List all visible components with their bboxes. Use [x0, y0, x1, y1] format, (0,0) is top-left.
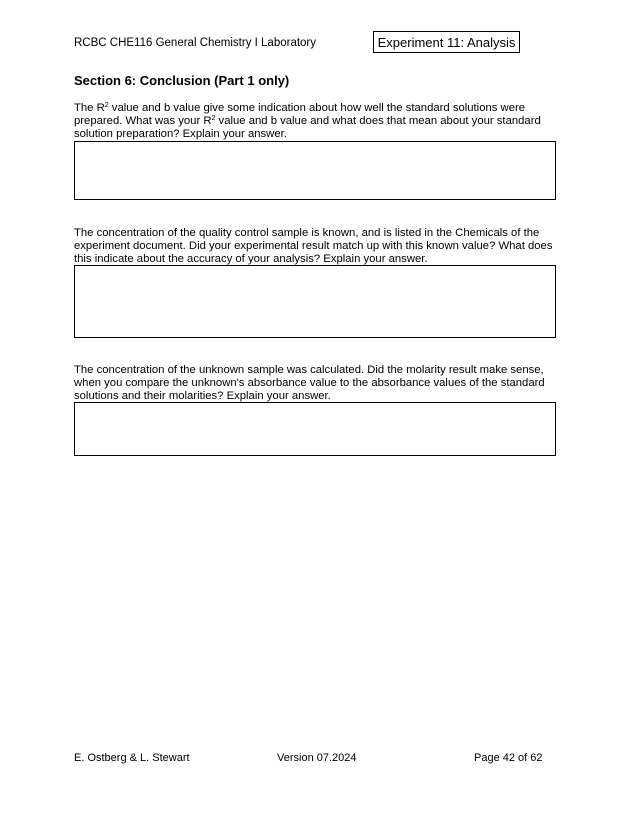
question-1-text-a: The R: [74, 102, 105, 114]
question-1: [74, 102, 558, 141]
experiment-label: [373, 31, 520, 53]
course-title: RCBC CHE116 General Chemistry I Laboratory: [74, 37, 317, 49]
footer-page-number: Page 42 of 62: [474, 752, 543, 764]
question-1-superscript-a: 2: [104, 102, 109, 109]
footer-version: Version 07.2024: [277, 752, 357, 764]
question-1-text-b: value and b value give some indication about how well the standard solutions were prepared. What was your R: [74, 102, 526, 127]
question-3: The concentration of the unknown sample was calculated. Did the molarity result make sense, when you compare the unknown's absorbance value to the absorbance values of the standard solutions and their molarities? Explain your answer.: [74, 364, 545, 402]
question-1-superscript-b: 2: [211, 115, 216, 122]
answer-box-2[interactable]: [74, 265, 556, 338]
question-2: The concentration of the quality control sample is known, and is listed in the Chemicals of the experiment document. Did your experimental result match up with this known value? What does this indicate about the accuracy of your analysis? Explain your answer.: [74, 227, 553, 265]
section-title: Section 6: Conclusion (Part 1 only): [74, 73, 290, 88]
answer-box-3[interactable]: [74, 402, 556, 456]
question-1-text-c: value and b value and what does that mean about your standard solution preparation? Explain your answer.: [74, 115, 541, 140]
footer-authors: E. Ostberg & L. Stewart: [74, 752, 190, 764]
answer-box-1[interactable]: [74, 141, 556, 200]
experiment-label-text: Experiment 11: Analysis: [377, 34, 516, 50]
